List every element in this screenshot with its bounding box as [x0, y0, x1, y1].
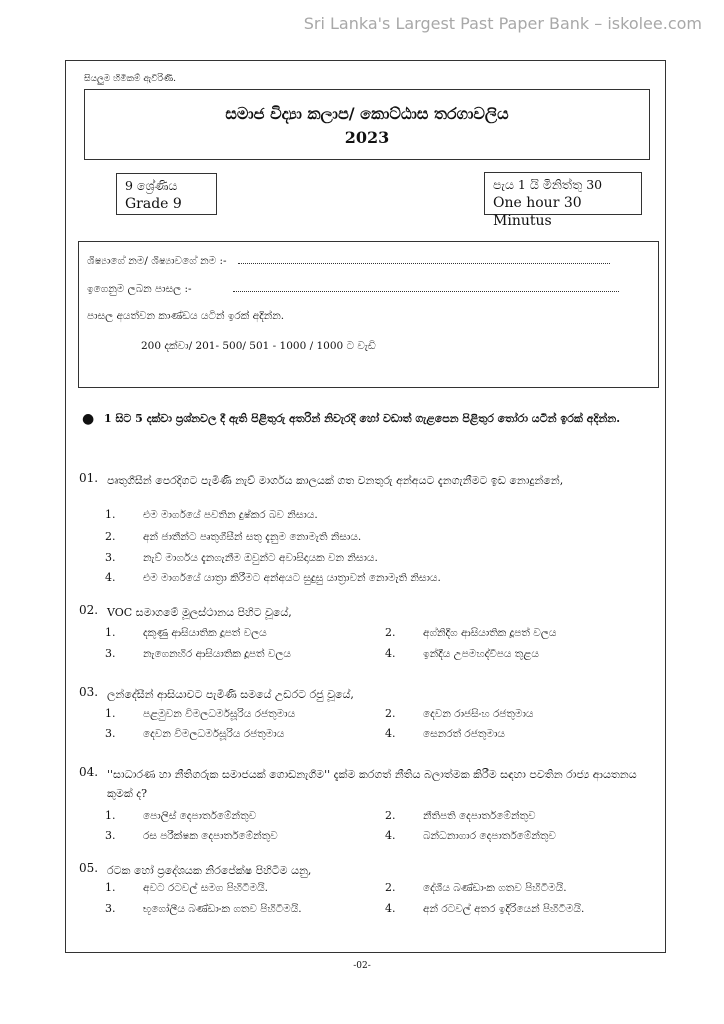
option-4[interactable]: 4. ඉන්දීය උපමහද්වීපය තුළය — [385, 647, 539, 660]
option-2[interactable]: 2. නීතිපති දෙපාර්තමේන්තුව — [385, 809, 536, 822]
option-2[interactable]: 2. දේශීය බණ්ඩාංක ගතව පිහිටීමයි. — [385, 881, 567, 894]
option-1[interactable]: 1. පළමුවන විමලධර්මසූරිය රජතුමාය — [105, 707, 296, 720]
question-text: පෘතුගීසීන් පෙරදිගට පැමිණි නැව් මාර්ගය කාලයක් ගත වනතුරු අන්අයට දැනගැනීමට ඉඩ නොදුන්නේ, — [107, 474, 564, 487]
duration-sinhala: පැය 1 යි මිනිත්තු 30 — [493, 177, 603, 192]
option-1[interactable]: 1. පොලිස් දෙපාර්තමේන්තුව — [105, 809, 257, 822]
copyright-notice: සියලුම හිමිකම් ඇවිරිණි. — [84, 74, 177, 84]
option-3[interactable]: 3. රස පරීක්ෂක දෙපාර්තමේන්තුව — [105, 829, 278, 842]
question-number: 05. — [79, 861, 99, 875]
question-text: රටක හෝ ප්‍රදේශයක නිරපේක්ෂ පිහිටීම යනු, — [107, 864, 312, 877]
question-text: ''සාධාරණ හා නීතිගරුක සමාජයක් ගොඩනැගීම'' දැක්ම කරගත් නීතිය බලාත්මක කිරීම සඳහා පවතින රාජ්‍ය ආයතනය කුමක් ද? — [107, 768, 637, 800]
option-3[interactable]: 3. නැව් මාර්ගය දැනගැනීම ඔවුන්ට අවාසිදායක වන නිසාය. — [105, 551, 378, 564]
exam-title: සමාජ විද්‍යා කලාප/ කොට්ඨාස තරගාවලිය — [225, 104, 509, 123]
option-4[interactable]: 4. බන්ධනාගාර දෙපාර්තමේන්තුව — [385, 829, 556, 842]
school-line — [87, 282, 619, 296]
question-number: 03. — [79, 685, 99, 699]
duration-box — [484, 172, 642, 229]
exam-year: 2023 — [344, 128, 390, 147]
option-4[interactable]: 4. එම මාර්ගයේ යාත්‍රා කිරීමට අන්අයට සුදුසු යාත්‍රාවන් නොමැති නිසාය. — [105, 571, 441, 584]
question-text: VOC සමාගමේ මූලස්ථානය පිහිට වූයේ, — [107, 606, 292, 619]
category-prompt: පාසල අයත්වන කාණ්ඩය යටින් ඉරක් අදින්න. — [87, 310, 285, 322]
option-4[interactable]: 4. අන් රටවල් අතර ඉදිරියෙන් පිහිටීමයි. — [385, 902, 585, 915]
question-number: 02. — [79, 603, 99, 617]
grade-box — [116, 173, 217, 215]
question-number: 04. — [79, 765, 99, 779]
option-1[interactable]: 1. එම මාර්ගයේ පවතින දුෂ්කර බව නිසාය. — [105, 508, 318, 521]
option-2[interactable]: 2. දෙවන රාජසිංහ රජතුමාය — [385, 707, 534, 720]
option-2[interactable]: 2. අග්නිදිග ආසියාතික දූපත් වලය — [385, 626, 557, 639]
option-3[interactable]: 3. භූගෝලීය බණ්ඩාංක ගතව පිහිටීමයි. — [105, 902, 302, 915]
grade-english: Grade 9 — [125, 196, 182, 212]
option-2[interactable]: 2. අන් ජාතීන්ට පෘතුගීසීන් සතු දැනුම නොමැති නිසාය. — [105, 530, 362, 543]
option-4[interactable]: 4. සෙනරත් රජතුමාය — [385, 727, 505, 740]
watermark-text: Sri Lanka's Largest Past Paper Bank – iskolee.com — [303, 14, 702, 33]
student-info-box — [78, 241, 659, 388]
option-3[interactable]: 3. නැගෙනහිර ආසියාතික දූපත් වලය — [105, 647, 291, 660]
question-text: ලන්දේසීන් ආසියාවට පැමිණි සමයේ උඩරට රජු වූයේ, — [107, 688, 354, 701]
question-4 — [79, 765, 659, 842]
school-label: ඉගෙනුම ලබන පාසල :- — [87, 283, 192, 295]
school-field[interactable] — [233, 282, 619, 292]
instruction-text: 1 සිට 5 දක්වා ප්‍රශ්නවල දී ඇති පිළිතුරු අතරින් නිවැරදි හෝ වඩාත් ගැළපෙන පිළිතුර තෝරා යටින් ඉරක් අදින්න. — [104, 412, 621, 425]
option-3[interactable]: 3. දෙවන විමලධර්මසූරිය රජතුමාය — [105, 727, 285, 740]
duration-english: One hour 30 Minutus — [493, 195, 582, 229]
question-5 — [79, 861, 659, 915]
grade-sinhala: 9 ශ්‍රේණිය — [125, 178, 178, 193]
instruction-block — [82, 409, 652, 429]
question-3 — [79, 685, 659, 740]
option-1[interactable]: 1. දකුණු ආසියාතික දූපත් වලය — [105, 626, 267, 639]
question-number: 01. — [79, 471, 99, 485]
name-label: ශිෂ්‍යාගේ නම/ ශිෂ්‍යාවගේ නම :- — [87, 255, 227, 267]
exam-title-box — [84, 89, 650, 160]
school-category-options[interactable]: 200 දක්වා/ 201- 500/ 501 - 1000 / 1000 ට වැඩි — [141, 340, 376, 352]
question-2 — [79, 603, 659, 660]
question-1 — [79, 471, 659, 584]
page-number: -02- — [353, 961, 371, 971]
name-line — [87, 254, 610, 268]
option-1[interactable]: 1. අවට රටවල් සමග පිහිටීමයි. — [105, 881, 268, 894]
name-field[interactable] — [238, 254, 610, 264]
bullet-icon: ● — [82, 411, 95, 427]
